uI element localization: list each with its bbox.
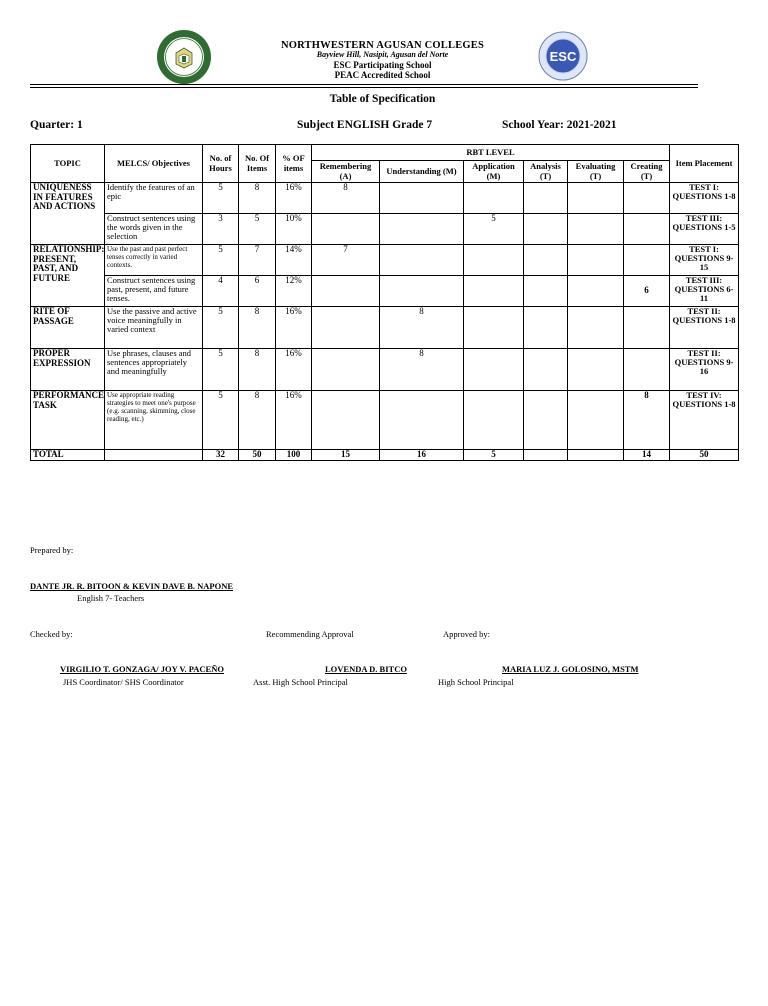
header-divider (30, 84, 698, 88)
analysis-cell (524, 349, 568, 391)
checked-by-label: Checked by: (30, 629, 73, 639)
hours-cell: 5 (203, 245, 239, 276)
application-cell (464, 349, 524, 391)
analysis-cell (524, 214, 568, 245)
topic-cell: RELATIONSHIP: PRESENT, PAST, AND FUTURE (31, 245, 105, 307)
remembering-cell (312, 307, 380, 349)
remembering-cell (312, 214, 380, 245)
header-topic: TOPIC (31, 145, 105, 183)
quarter-label: Quarter: 1 (30, 119, 83, 131)
specification-table (30, 144, 739, 461)
evaluating-cell (568, 307, 624, 349)
total-objective-cell (105, 450, 203, 461)
application-cell (464, 183, 524, 214)
header-items: No. Of Items (239, 145, 276, 183)
header-melcs: MELCS/ Objectives (105, 145, 203, 183)
understanding-cell (380, 245, 464, 276)
prepared-by-label: Prepared by: (30, 545, 74, 555)
creating-cell (624, 214, 670, 245)
objective-cell: Use the passive and active voice meaningfully in varied context (105, 307, 203, 349)
total-analysis (524, 450, 568, 461)
total-application: 5 (464, 450, 524, 461)
objective-cell: Construct sentences using past, present, and future tenses. (105, 276, 203, 307)
items-cell: 8 (239, 307, 276, 349)
recommending-name: LOVENDA D. BITCO (325, 664, 407, 674)
analysis-cell (524, 307, 568, 349)
evaluating-cell (568, 214, 624, 245)
evaluating-cell (568, 245, 624, 276)
total-remembering: 15 (312, 450, 380, 461)
topic-cell: PERFORMANCE TASK (31, 391, 105, 450)
esc-logo (538, 31, 588, 81)
remembering-cell: 8 (312, 183, 380, 214)
creating-cell (624, 245, 670, 276)
total-understanding: 16 (380, 450, 464, 461)
items-cell: 8 (239, 349, 276, 391)
remembering-cell (312, 349, 380, 391)
understanding-cell (380, 183, 464, 214)
understanding-cell (380, 391, 464, 450)
header-hours: No. of Hours (203, 145, 239, 183)
school-peac-status: PEAC Accredited School (334, 70, 431, 80)
percent-cell: 14% (276, 245, 312, 276)
school-address: Bayview Hill, Nasipit, Agusan del Norte (316, 50, 449, 59)
placement-cell: TEST III: QUESTIONS 1-5 (670, 214, 739, 245)
remembering-cell: 7 (312, 245, 380, 276)
total-row (31, 450, 739, 461)
percent-cell: 16% (276, 307, 312, 349)
total-percent: 100 (276, 450, 312, 461)
placement-cell: TEST I: QUESTIONS 9-15 (670, 245, 739, 276)
school-name: NORTHWESTERN AGUSAN COLLEGES (280, 40, 485, 51)
subject-label: Subject ENGLISH Grade 7 (297, 119, 433, 131)
objective-cell: Construct sentences using the words given in the selection (105, 214, 203, 245)
evaluating-cell (568, 183, 624, 214)
total-items: 50 (239, 450, 276, 461)
topic-cell: PROPER EXPRESSION (31, 349, 105, 391)
understanding-cell: 8 (380, 349, 464, 391)
topic-cell: RITE OF PASSAGE (31, 307, 105, 349)
approved-by-role: High School Principal (438, 677, 514, 687)
approved-by-label: Approved by: (443, 629, 490, 639)
table-row (31, 183, 739, 214)
understanding-cell (380, 276, 464, 307)
approved-by-name: MARIA LUZ J. GOLOSINO, MSTM (502, 664, 639, 674)
objective-cell: Use appropriate reading strategies to meet one's purpose (e.g. scanning, skimming, close reading, etc.) (105, 391, 203, 450)
items-cell: 5 (239, 214, 276, 245)
items-cell: 6 (239, 276, 276, 307)
hours-cell: 5 (203, 349, 239, 391)
total-evaluating (568, 450, 624, 461)
placement-cell: TEST I: QUESTIONS 1-8 (670, 183, 739, 214)
total-label: TOTAL (31, 450, 105, 461)
creating-cell (624, 307, 670, 349)
application-cell (464, 307, 524, 349)
objective-cell: Identify the features of an epic (105, 183, 203, 214)
application-cell (464, 276, 524, 307)
header-remembering: Remembering (A) (312, 161, 380, 183)
items-cell: 8 (239, 183, 276, 214)
hours-cell: 5 (203, 183, 239, 214)
analysis-cell (524, 391, 568, 450)
hours-cell: 3 (203, 214, 239, 245)
school-esc-status: ESC Participating School (333, 60, 432, 70)
application-cell: 5 (464, 214, 524, 245)
recommending-role: Asst. High School Principal (253, 677, 348, 687)
school-year-label: School Year: 2021-2021 (502, 119, 617, 131)
table-row (31, 391, 739, 450)
total-placement: 50 (670, 450, 739, 461)
placement-cell: TEST II: QUESTIONS 1-8 (670, 307, 739, 349)
document-title: Table of Specification (329, 93, 436, 105)
application-cell (464, 245, 524, 276)
header-understanding: Understanding (M) (380, 161, 464, 183)
header-placement: Item Placement (670, 145, 739, 183)
percent-cell: 16% (276, 349, 312, 391)
analysis-cell (524, 183, 568, 214)
analysis-cell (524, 245, 568, 276)
header-rbt-level: RBT LEVEL (312, 145, 670, 161)
table-row (31, 276, 739, 307)
application-cell (464, 391, 524, 450)
percent-cell: 10% (276, 214, 312, 245)
header-application: Application (M) (464, 161, 524, 183)
recommending-approval-label: Recommending Approval (266, 629, 354, 639)
percent-cell: 12% (276, 276, 312, 307)
percent-cell: 16% (276, 183, 312, 214)
placement-cell: TEST III: QUESTIONS 6-11 (670, 276, 739, 307)
creating-cell (624, 349, 670, 391)
placement-cell: TEST IV: QUESTIONS 1-8 (670, 391, 739, 450)
hours-cell: 4 (203, 276, 239, 307)
creating-cell: 8 (624, 391, 670, 450)
percent-cell: 16% (276, 391, 312, 450)
table-row (31, 245, 739, 276)
remembering-cell (312, 391, 380, 450)
evaluating-cell (568, 276, 624, 307)
checked-by-name: VIRGILIO T. GONZAGA/ JOY V. PACEÑO (60, 664, 224, 674)
items-cell: 8 (239, 391, 276, 450)
objective-cell: Use the past and past perfect tenses correctly in varied contexts. (105, 245, 203, 276)
table-header-row (31, 145, 739, 161)
esc-logo-text: ESC (549, 49, 577, 64)
header-percent: % OF items (276, 145, 312, 183)
evaluating-cell (568, 391, 624, 450)
creating-cell: 6 (624, 276, 670, 307)
table-row (31, 214, 739, 245)
creating-cell (624, 183, 670, 214)
table-row (31, 307, 739, 349)
school-seal-logo (156, 29, 212, 85)
understanding-cell: 8 (380, 307, 464, 349)
hours-cell: 5 (203, 307, 239, 349)
checked-by-role: JHS Coordinator/ SHS Coordinator (63, 677, 184, 687)
hours-cell: 5 (203, 391, 239, 450)
placement-cell: TEST II: QUESTIONS 9-16 (670, 349, 739, 391)
remembering-cell (312, 276, 380, 307)
total-hours: 32 (203, 450, 239, 461)
topic-cell: UNIQUENESS IN FEATURES AND ACTIONS (31, 183, 105, 245)
understanding-cell (380, 214, 464, 245)
analysis-cell (524, 276, 568, 307)
items-cell: 7 (239, 245, 276, 276)
evaluating-cell (568, 349, 624, 391)
header-creating: Creating (T) (624, 161, 670, 183)
prepared-by-name: DANTE JR. R. BITOON & KEVIN DAVE B. NAPONE (30, 581, 234, 591)
objective-cell: Use phrases, clauses and sentences appropriately and meaningfully (105, 349, 203, 391)
header-analysis: Analysis (T) (524, 161, 568, 183)
total-creating: 14 (624, 450, 670, 461)
header-evaluating: Evaluating (T) (568, 161, 624, 183)
prepared-by-role: English 7- Teachers (77, 593, 145, 603)
table-row (31, 349, 739, 391)
